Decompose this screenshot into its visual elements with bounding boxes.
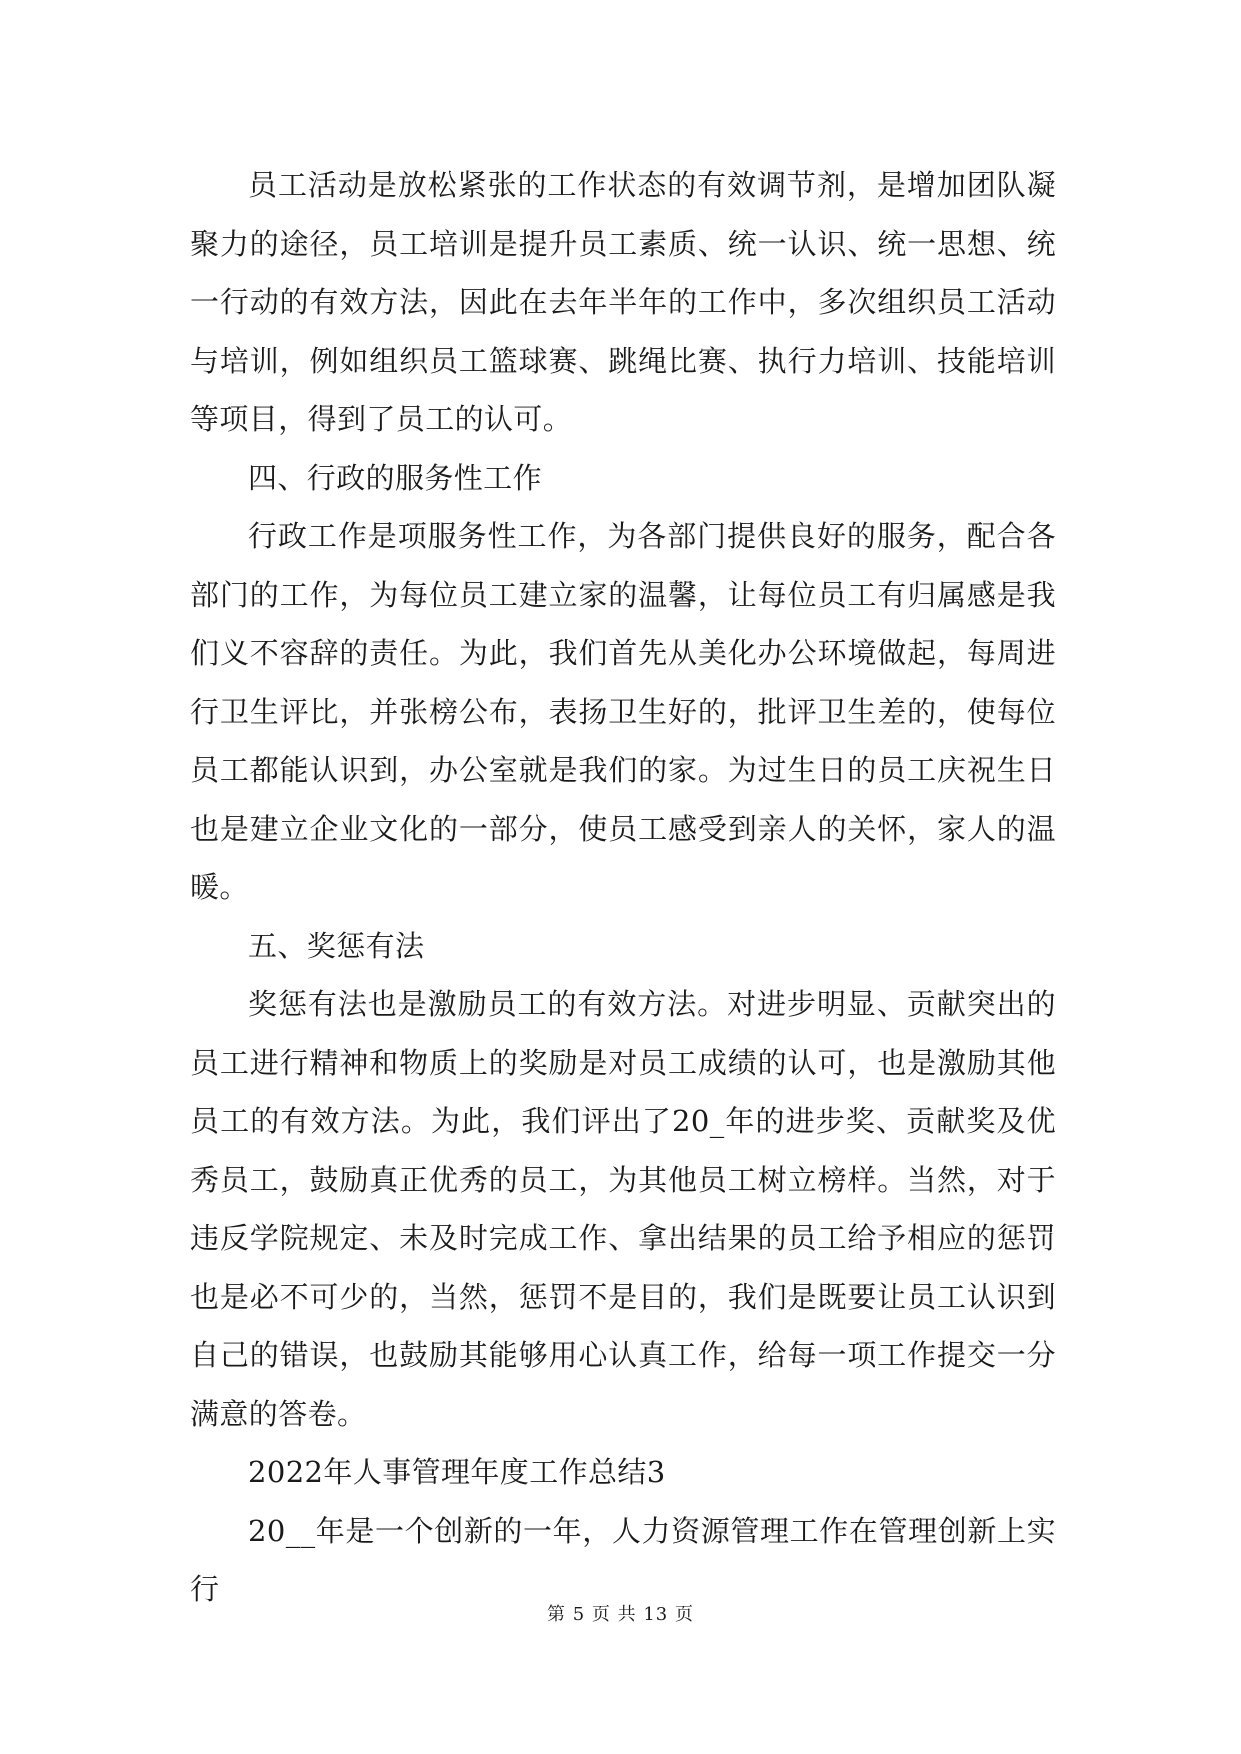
page-number-footer: 第 5 页 共 13 页 [547, 1604, 694, 1625]
paragraph-employee-activities: 员工活动是放松紧张的工作状态的有效调节剂，是增加团队凝聚力的途径，员工培训是提升员工素质、统一认识、统一思想、统一行动的有效方法，因此在去年半年的工作中，多次组织员工活动与培训，例如组织员工篮球赛、跳绳比赛、执行力培训、技能培训等项目，得到了员工的认可。 [190, 168, 1056, 436]
section-heading-administrative-service: 四、行政的服务性工作 [248, 460, 543, 495]
section-heading-annual-summary-3: 2022年人事管理年度工作总结3 [248, 1455, 666, 1489]
document-body [190, 156, 1056, 1619]
paragraph-administrative-service: 行政工作是项服务性工作，为各部门提供良好的服务，配合各部门的工作，为每位员工建立家的温馨，让每位员工有归属感是我们义不容辞的责任。为此，我们首先从美化办公环境做起，每周进行卫生评比，并张榜公布，表扬卫生好的，批评卫生差的，使每位员工都能认识到，办公室就是我们的家。为过生日的员工庆祝生日也是建立企业文化的一部分，使员工感受到亲人的关怀，家人的温暖。 [190, 519, 1056, 904]
paragraph-rewards-penalties: 奖惩有法也是激励员工的有效方法。对进步明显、贡献突出的员工进行精神和物质上的奖励是对员工成绩的认可，也是激励其他员工的有效方法。为此，我们评出了20_年的进步奖、贡献奖及优秀员工，鼓励真正优秀的员工，为其他员工树立榜样。当然，对于违反学院规定、未及时完成工作、拿出结果的员工给予相应的惩罚也是必不可少的，当然，惩罚不是目的，我们是既要让员工认识到自己的错误，也鼓励其能够用心认真工作，给每一项工作提交一分满意的答卷。 [190, 987, 1056, 1431]
section-heading-rewards-penalties: 五、奖惩有法 [248, 928, 425, 963]
paragraph-innovation-year: 20__年是一个创新的一年，人力资源管理工作在管理创新上实行 [190, 1513, 1056, 1606]
